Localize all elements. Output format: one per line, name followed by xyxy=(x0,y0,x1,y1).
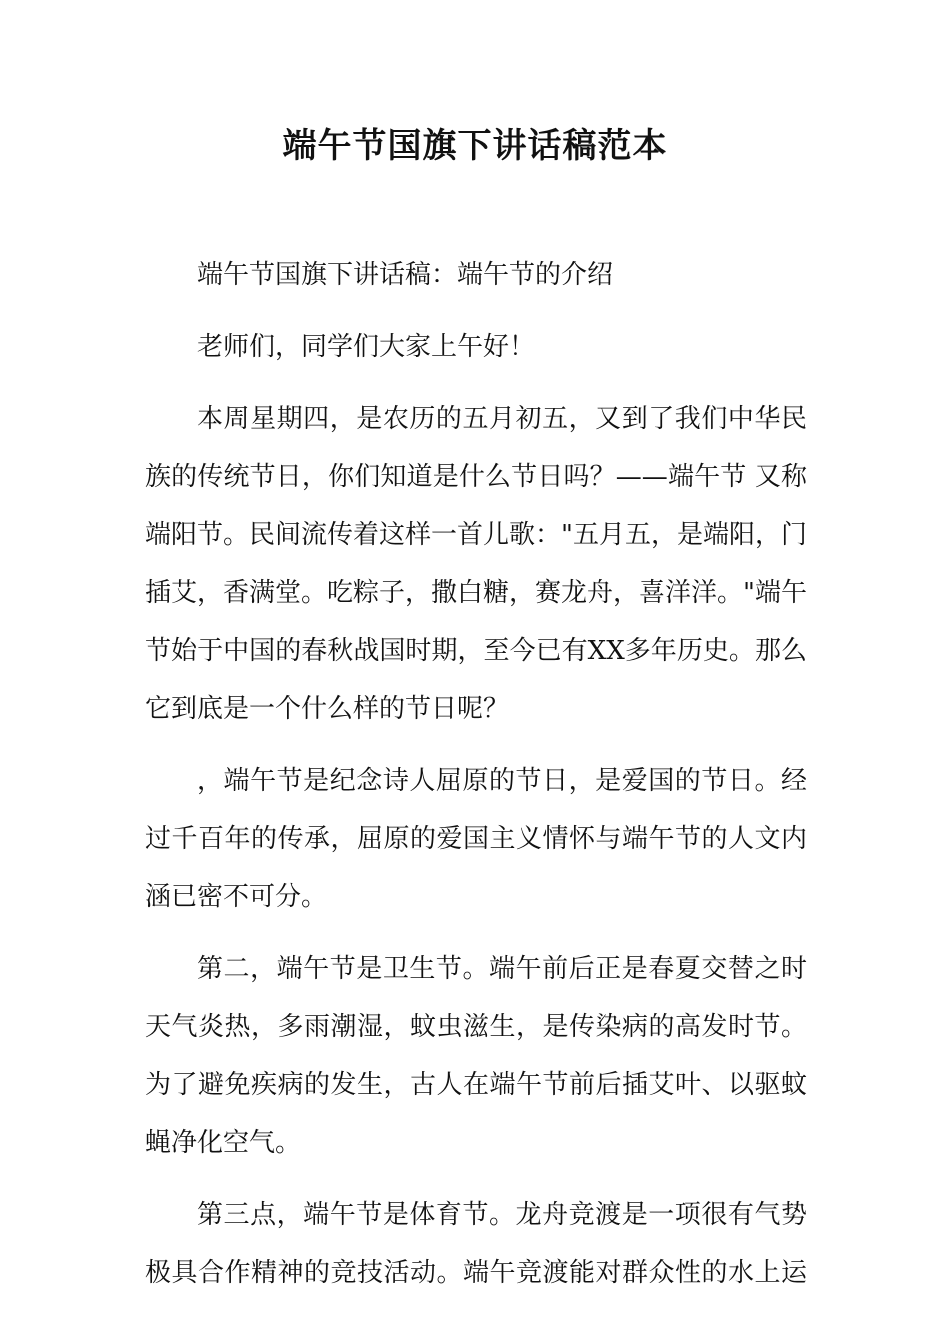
paragraph-line: 端阳节。民间流传着这样一首儿歌："五月五，是端阳，门 xyxy=(145,520,807,550)
paragraph-line: 节始于中国的春秋战国时期，至今已有XX多年历史。那么 xyxy=(145,636,807,666)
paragraph-line: 蝇净化空气。 xyxy=(145,1128,302,1158)
greeting-line: 老师们，同学们大家上午好！ xyxy=(197,332,536,362)
paragraph-line: 族的传统节日，你们知道是什么节日吗？——端午节 又称 xyxy=(145,462,807,492)
paragraph-line: ，端午节是纪念诗人屈原的节日，是爱国的节日。经 xyxy=(197,766,807,796)
paragraph-line: 本周星期四，是农历的五月初五，又到了我们中华民 xyxy=(197,404,807,434)
paragraph-line: 第二，端午节是卫生节。端午前后正是春夏交替之时 xyxy=(197,954,807,984)
paragraph-heading-line: 端午节国旗下讲话稿：端午节的介绍 xyxy=(197,260,614,290)
paragraph-line: 天气炎热，多雨潮湿，蚊虫滋生，是传染病的高发时节。 xyxy=(145,1012,807,1042)
paragraph-line: 它到底是一个什么样的节日呢？ xyxy=(145,694,510,724)
paragraph-line: 第三点，端午节是体育节。龙舟竞渡是一项很有气势 xyxy=(197,1200,807,1230)
paragraph-line: 涵已密不可分。 xyxy=(145,882,328,912)
paragraph-line: 极具合作精神的竞技活动。端午竞渡能对群众性的水上运 xyxy=(145,1258,807,1288)
document-body xyxy=(145,246,807,1302)
paragraph-line: 插艾，香满堂。吃粽子，撒白糖，赛龙舟，喜洋洋。"端午 xyxy=(145,578,807,608)
paragraph-line: 过千百年的传承，屈原的爱国主义情怀与端午节的人文内 xyxy=(145,824,807,854)
document-title: 端午节国旗下讲话稿范本 xyxy=(282,126,668,166)
paragraph-line: 为了避免疾病的发生，古人在端午节前后插艾叶、以驱蚊 xyxy=(145,1070,807,1100)
